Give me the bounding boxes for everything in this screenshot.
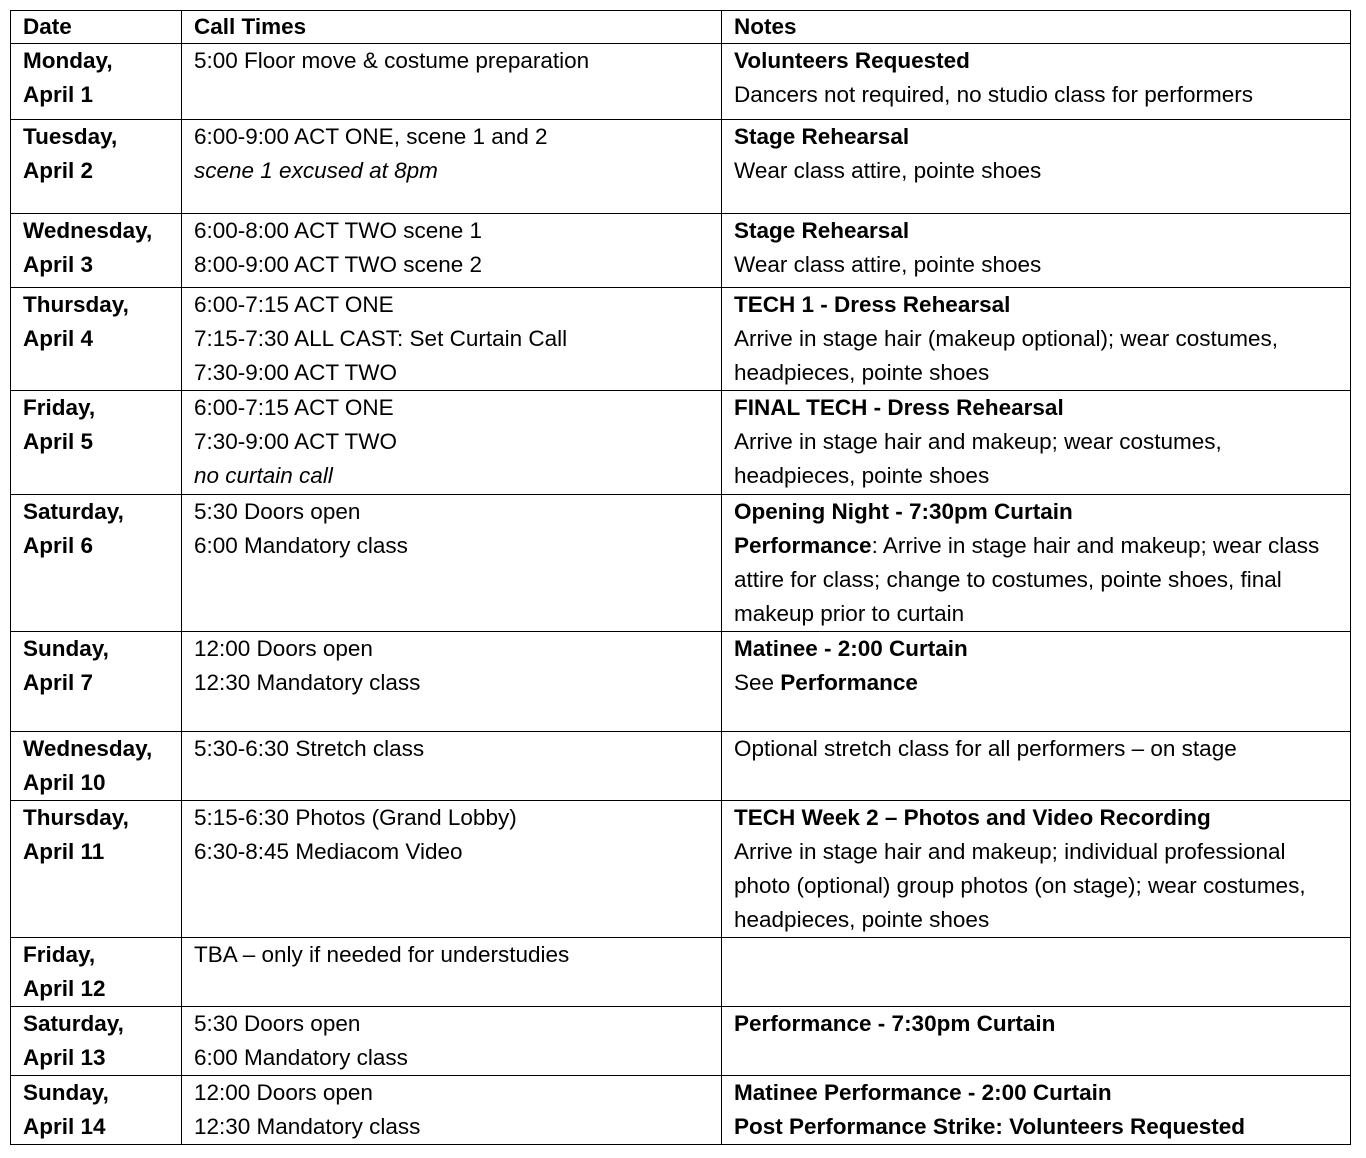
notes-text: Wear class attire, pointe shoes <box>734 158 1042 183</box>
date-label: April 6 <box>23 533 94 558</box>
notes-bold-text: TECH 1 - Dress Rehearsal <box>734 292 1011 317</box>
date-label: April 1 <box>23 82 94 107</box>
call-time-line: 7:30-9:00 ACT TWO <box>194 429 398 454</box>
date-label: April 14 <box>23 1114 106 1139</box>
date-label: April 4 <box>23 326 94 351</box>
notes-bold-text: Volunteers Requested <box>734 48 970 73</box>
notes-bold-text: Performance - 7:30pm Curtain <box>734 1011 1056 1036</box>
date-cell <box>11 288 182 391</box>
notes-line <box>734 529 1346 631</box>
call-time-line: 6:00-8:00 ACT TWO scene 1 <box>194 218 483 243</box>
call-time-line: 6:00-7:15 ACT ONE <box>194 292 394 317</box>
call-times-cell <box>182 391 722 495</box>
call-times-cell <box>182 495 722 632</box>
notes-line <box>734 78 1346 112</box>
date-label: April 13 <box>23 1045 106 1070</box>
notes-bold-text: Performance <box>734 533 872 558</box>
notes-text: Wear class attire, pointe shoes <box>734 252 1042 277</box>
date-cell <box>11 801 182 938</box>
schedule-row <box>11 732 1351 801</box>
call-times-cell <box>182 938 722 1007</box>
notes-text: Optional stretch class for all performers – on stage <box>734 736 1237 761</box>
schedule-row <box>11 44 1351 120</box>
notes-text: Arrive in stage hair and makeup; individual professional photo (optional) group photos (on stage); wear costumes, headpieces, pointe shoes <box>734 839 1306 932</box>
notes-line <box>734 322 1346 390</box>
call-times-cell <box>182 632 722 732</box>
schedule-row <box>11 120 1351 214</box>
schedule-row <box>11 801 1351 938</box>
notes-bold-text: Post Performance Strike: Volunteers Requested <box>734 1114 1245 1139</box>
weekday-label: Friday, <box>23 395 96 420</box>
weekday-label: Sunday, <box>23 636 109 661</box>
call-time-line: 5:30 Doors open <box>194 1011 361 1036</box>
notes-cell <box>722 632 1351 732</box>
date-cell <box>11 391 182 495</box>
call-time-line: 6:00 Mandatory class <box>194 1045 408 1070</box>
call-times-cell <box>182 214 722 288</box>
notes-line <box>734 391 1346 425</box>
weekday-label: Wednesday, <box>23 218 153 243</box>
notes-text: Arrive in stage hair and makeup; wear costumes, headpieces, pointe shoes <box>734 429 1222 488</box>
notes-cell <box>722 214 1351 288</box>
notes-cell <box>722 120 1351 214</box>
schedule-row <box>11 495 1351 632</box>
date-label: April 2 <box>23 158 94 183</box>
notes-cell <box>722 1007 1351 1076</box>
call-time-line: 6:00 Mandatory class <box>194 533 408 558</box>
weekday-label: Friday, <box>23 942 96 967</box>
date-label: April 3 <box>23 252 94 277</box>
call-times-cell <box>182 801 722 938</box>
notes-bold-text: Matinee - 2:00 Curtain <box>734 636 968 661</box>
schedule-row <box>11 938 1351 1007</box>
date-label: April 11 <box>23 839 105 864</box>
date-cell <box>11 1076 182 1145</box>
notes-bold-text: Opening Night - 7:30pm Curtain <box>734 499 1073 524</box>
weekday-label: Monday, <box>23 48 113 73</box>
weekday-label: Thursday, <box>23 805 129 830</box>
weekday-label: Saturday, <box>23 499 124 524</box>
notes-column-header: Notes <box>722 11 1351 44</box>
date-cell <box>11 120 182 214</box>
notes-line <box>734 120 1346 154</box>
date-label: April 7 <box>23 670 94 695</box>
notes-line <box>734 666 1346 700</box>
notes-text: : Arrive in stage hair and makeup; wear class attire for class; change to costumes, pointe shoes, final makeup prior to curtain <box>734 533 1320 626</box>
call-time-line: 5:00 Floor move & costume preparation <box>194 48 590 73</box>
schedule-body <box>11 44 1351 1145</box>
weekday-label: Wednesday, <box>23 736 153 761</box>
notes-cell <box>722 44 1351 120</box>
notes-line <box>734 44 1346 78</box>
date-cell <box>11 632 182 732</box>
call-time-line: 12:30 Mandatory class <box>194 1114 421 1139</box>
weekday-label: Sunday, <box>23 1080 109 1105</box>
notes-line <box>734 732 1346 766</box>
notes-line <box>734 495 1346 529</box>
call-times-cell <box>182 288 722 391</box>
call-time-line: 7:15-7:30 ALL CAST: Set Curtain Call <box>194 326 568 351</box>
call-time-line: no curtain call <box>194 463 333 488</box>
notes-bold-text: Performance <box>780 670 918 695</box>
call-times-cell <box>182 120 722 214</box>
notes-line <box>734 801 1346 835</box>
notes-line <box>734 1007 1346 1041</box>
schedule-row <box>11 288 1351 391</box>
date-cell <box>11 1007 182 1076</box>
notes-line <box>734 835 1346 937</box>
call-times-column-header: Call Times <box>182 11 722 44</box>
call-time-line: TBA – only if needed for understudies <box>194 942 570 967</box>
call-time-line: 12:00 Doors open <box>194 636 373 661</box>
date-label: April 5 <box>23 429 94 454</box>
call-time-line: 12:30 Mandatory class <box>194 670 421 695</box>
schedule-row <box>11 1076 1351 1145</box>
date-cell <box>11 495 182 632</box>
call-time-line: 5:15-6:30 Photos (Grand Lobby) <box>194 805 517 830</box>
call-time-line: 8:00-9:00 ACT TWO scene 2 <box>194 252 483 277</box>
date-cell <box>11 938 182 1007</box>
notes-cell <box>722 495 1351 632</box>
call-time-line: 5:30 Doors open <box>194 499 361 524</box>
notes-line <box>734 288 1346 322</box>
notes-line <box>734 1076 1346 1110</box>
notes-text: See <box>734 670 781 695</box>
notes-cell <box>722 391 1351 495</box>
call-time-line: scene 1 excused at 8pm <box>194 158 438 183</box>
call-time-line: 7:30-9:00 ACT TWO <box>194 360 398 385</box>
notes-line <box>734 154 1346 188</box>
notes-text: Dancers not required, no studio class for performers <box>734 82 1253 107</box>
notes-bold-text: Stage Rehearsal <box>734 218 910 243</box>
notes-line <box>734 1110 1346 1144</box>
date-label: April 12 <box>23 976 106 1001</box>
header-row <box>11 11 1351 44</box>
notes-cell <box>722 801 1351 938</box>
notes-line <box>734 632 1346 666</box>
weekday-label: Thursday, <box>23 292 129 317</box>
call-times-cell <box>182 1076 722 1145</box>
notes-cell <box>722 732 1351 801</box>
date-column-header: Date <box>11 11 182 44</box>
call-times-cell <box>182 732 722 801</box>
notes-bold-text: FINAL TECH - Dress Rehearsal <box>734 395 1064 420</box>
notes-text: Arrive in stage hair (makeup optional); wear costumes, headpieces, pointe shoes <box>734 326 1278 385</box>
notes-line <box>734 425 1346 493</box>
notes-line <box>734 248 1346 282</box>
schedule-row <box>11 1007 1351 1076</box>
call-time-line: 12:00 Doors open <box>194 1080 373 1105</box>
schedule-row <box>11 214 1351 288</box>
call-time-line: 6:30-8:45 Mediacom Video <box>194 839 463 864</box>
notes-bold-text: Stage Rehearsal <box>734 124 910 149</box>
notes-cell <box>722 1076 1351 1145</box>
date-cell <box>11 732 182 801</box>
notes-cell <box>722 938 1351 1007</box>
date-label: April 10 <box>23 770 106 795</box>
call-times-cell <box>182 1007 722 1076</box>
rehearsal-schedule-table <box>10 10 1351 1145</box>
notes-cell <box>722 288 1351 391</box>
schedule-row <box>11 632 1351 732</box>
schedule-row <box>11 391 1351 495</box>
date-cell <box>11 44 182 120</box>
notes-line <box>734 214 1346 248</box>
call-time-line: 5:30-6:30 Stretch class <box>194 736 425 761</box>
call-time-line: 6:00-7:15 ACT ONE <box>194 395 394 420</box>
notes-bold-text: Matinee Performance - 2:00 Curtain <box>734 1080 1112 1105</box>
notes-bold-text: TECH Week 2 – Photos and Video Recording <box>734 805 1211 830</box>
date-cell <box>11 214 182 288</box>
weekday-label: Saturday, <box>23 1011 124 1036</box>
call-time-line: 6:00-9:00 ACT ONE, scene 1 and 2 <box>194 124 548 149</box>
weekday-label: Tuesday, <box>23 124 118 149</box>
call-times-cell <box>182 44 722 120</box>
